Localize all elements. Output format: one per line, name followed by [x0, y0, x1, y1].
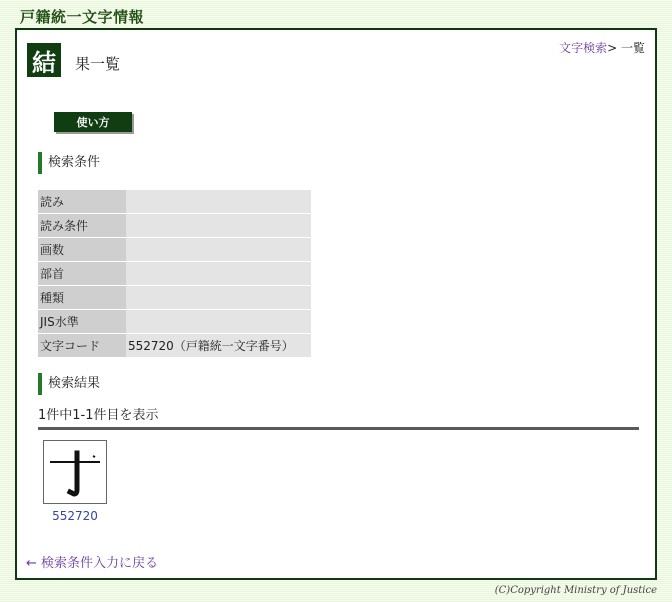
condition-label: 読み条件	[38, 214, 126, 237]
condition-value: 552720（戸籍統一文字番号）	[126, 334, 311, 357]
condition-value	[126, 238, 311, 261]
breadcrumb-separator: >	[607, 41, 618, 55]
result-character-cell[interactable]	[43, 440, 107, 504]
condition-label: 読み	[38, 190, 126, 213]
search-results-heading: 検索結果	[38, 373, 100, 395]
result-code-link[interactable]: 552720	[52, 509, 98, 523]
usage-button[interactable]: 使い方	[54, 112, 132, 132]
condition-value	[126, 214, 311, 237]
table-row	[38, 334, 311, 357]
title-logo-icon: 結	[27, 43, 61, 77]
search-conditions-table	[38, 189, 311, 358]
copyright: (C)Copyright Ministry of Justice	[494, 585, 657, 596]
condition-value	[126, 262, 311, 285]
breadcrumb-link-search[interactable]: 文字検索	[559, 41, 608, 55]
condition-value	[126, 310, 311, 333]
back-to-search-link[interactable]: ← 検索条件入力に戻る	[26, 556, 159, 571]
table-row	[38, 286, 311, 309]
main-panel	[15, 28, 657, 580]
breadcrumb	[559, 39, 645, 56]
table-row	[38, 214, 311, 237]
search-conditions-heading: 検索条件	[38, 152, 100, 174]
table-row	[38, 190, 311, 213]
page-title: 果一覧	[75, 55, 121, 73]
breadcrumb-current: 一覧	[617, 41, 645, 55]
condition-value	[126, 190, 311, 213]
table-row	[38, 238, 311, 261]
results-divider	[38, 427, 639, 430]
result-count: 1件中1-1件目を表示	[38, 408, 159, 423]
condition-label: 文字コード	[38, 334, 126, 357]
condition-label: 部首	[38, 262, 126, 285]
table-row	[38, 310, 311, 333]
site-title: 戸籍統一文字情報	[20, 8, 145, 26]
condition-label: 画数	[38, 238, 126, 261]
condition-label: JIS水準	[38, 310, 126, 333]
kanji-glyph-icon	[47, 444, 103, 500]
condition-label: 種類	[38, 286, 126, 309]
table-row	[38, 262, 311, 285]
condition-value	[126, 286, 311, 309]
